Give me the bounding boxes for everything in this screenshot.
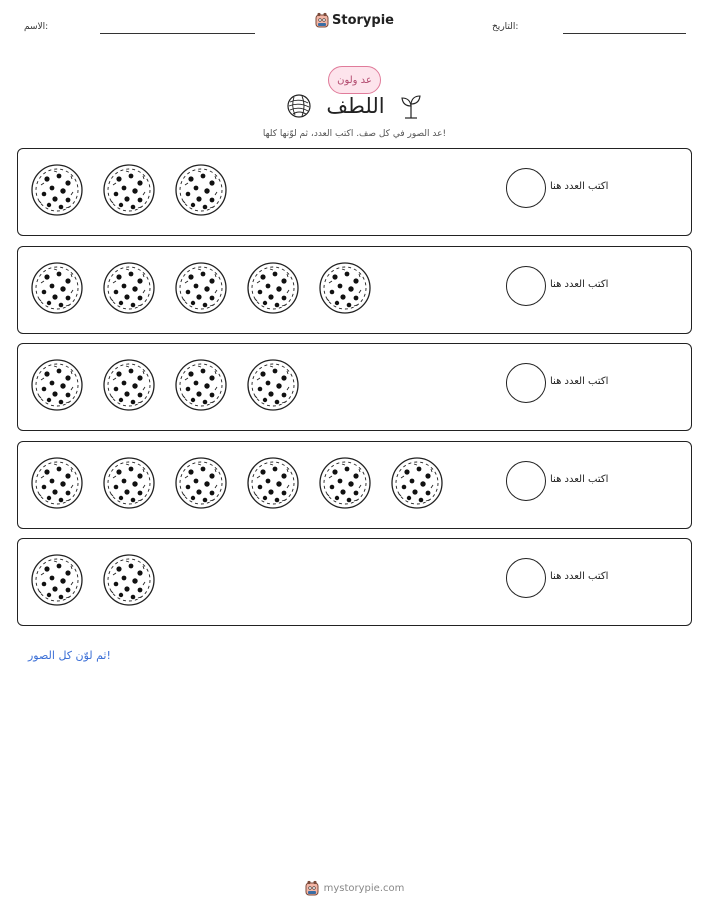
cookie-icon[interactable] bbox=[246, 358, 300, 412]
name-label: الاسم: bbox=[24, 22, 49, 32]
footer-url: mystorypie.com bbox=[323, 882, 405, 894]
answer-label: اكتب العدد هنا bbox=[550, 181, 609, 192]
cookie-group bbox=[30, 456, 444, 510]
instructions: عد الصور في كل صف. اكتب العدد، ثم لوّنها كلها! bbox=[262, 129, 447, 139]
storypie-mascot-icon bbox=[305, 880, 319, 896]
cookie-icon[interactable] bbox=[30, 261, 84, 315]
answer-label: اكتب العدد هنا bbox=[550, 474, 609, 485]
count-row bbox=[17, 148, 692, 236]
count-row bbox=[17, 343, 692, 431]
count-row bbox=[17, 538, 692, 626]
activity-badge: عد ولون bbox=[328, 66, 381, 94]
footer-note: ثم لوّن كل الصور! bbox=[28, 649, 111, 662]
answer-label: اكتب العدد هنا bbox=[550, 279, 609, 290]
cookie-icon[interactable] bbox=[174, 163, 228, 217]
cookie-group bbox=[30, 163, 228, 217]
brand bbox=[0, 12, 709, 28]
page-title: اللطف bbox=[326, 94, 385, 118]
cookie-icon[interactable] bbox=[174, 261, 228, 315]
footer bbox=[0, 880, 709, 896]
cookie-group bbox=[30, 358, 300, 412]
count-row bbox=[17, 246, 692, 334]
cookie-icon[interactable] bbox=[174, 456, 228, 510]
name-line[interactable] bbox=[100, 33, 255, 34]
cookie-icon[interactable] bbox=[390, 456, 444, 510]
cookie-icon[interactable] bbox=[174, 358, 228, 412]
yarn-ball-icon bbox=[286, 93, 312, 119]
cookie-icon[interactable] bbox=[318, 261, 372, 315]
sprout-icon bbox=[399, 92, 423, 120]
storypie-mascot-icon bbox=[315, 12, 329, 28]
cookie-icon[interactable] bbox=[30, 358, 84, 412]
cookie-icon[interactable] bbox=[30, 456, 84, 510]
answer-circle[interactable] bbox=[506, 558, 546, 598]
count-row bbox=[17, 441, 692, 529]
cookie-icon[interactable] bbox=[102, 261, 156, 315]
cookie-icon[interactable] bbox=[246, 261, 300, 315]
date-label: التاريخ: bbox=[492, 22, 519, 32]
answer-circle[interactable] bbox=[506, 461, 546, 501]
answer-label: اكتب العدد هنا bbox=[550, 571, 609, 582]
answer-circle[interactable] bbox=[506, 168, 546, 208]
cookie-icon[interactable] bbox=[30, 553, 84, 607]
answer-circle[interactable] bbox=[506, 363, 546, 403]
title-row bbox=[0, 92, 709, 120]
date-line[interactable] bbox=[563, 33, 686, 34]
brand-name: Storypie bbox=[332, 12, 394, 28]
cookie-group bbox=[30, 261, 372, 315]
answer-circle[interactable] bbox=[506, 266, 546, 306]
cookie-icon[interactable] bbox=[102, 358, 156, 412]
cookie-icon[interactable] bbox=[30, 163, 84, 217]
answer-label: اكتب العدد هنا bbox=[550, 376, 609, 387]
cookie-icon[interactable] bbox=[318, 456, 372, 510]
cookie-icon[interactable] bbox=[102, 553, 156, 607]
cookie-group bbox=[30, 553, 156, 607]
cookie-icon[interactable] bbox=[246, 456, 300, 510]
cookie-icon[interactable] bbox=[102, 456, 156, 510]
cookie-icon[interactable] bbox=[102, 163, 156, 217]
